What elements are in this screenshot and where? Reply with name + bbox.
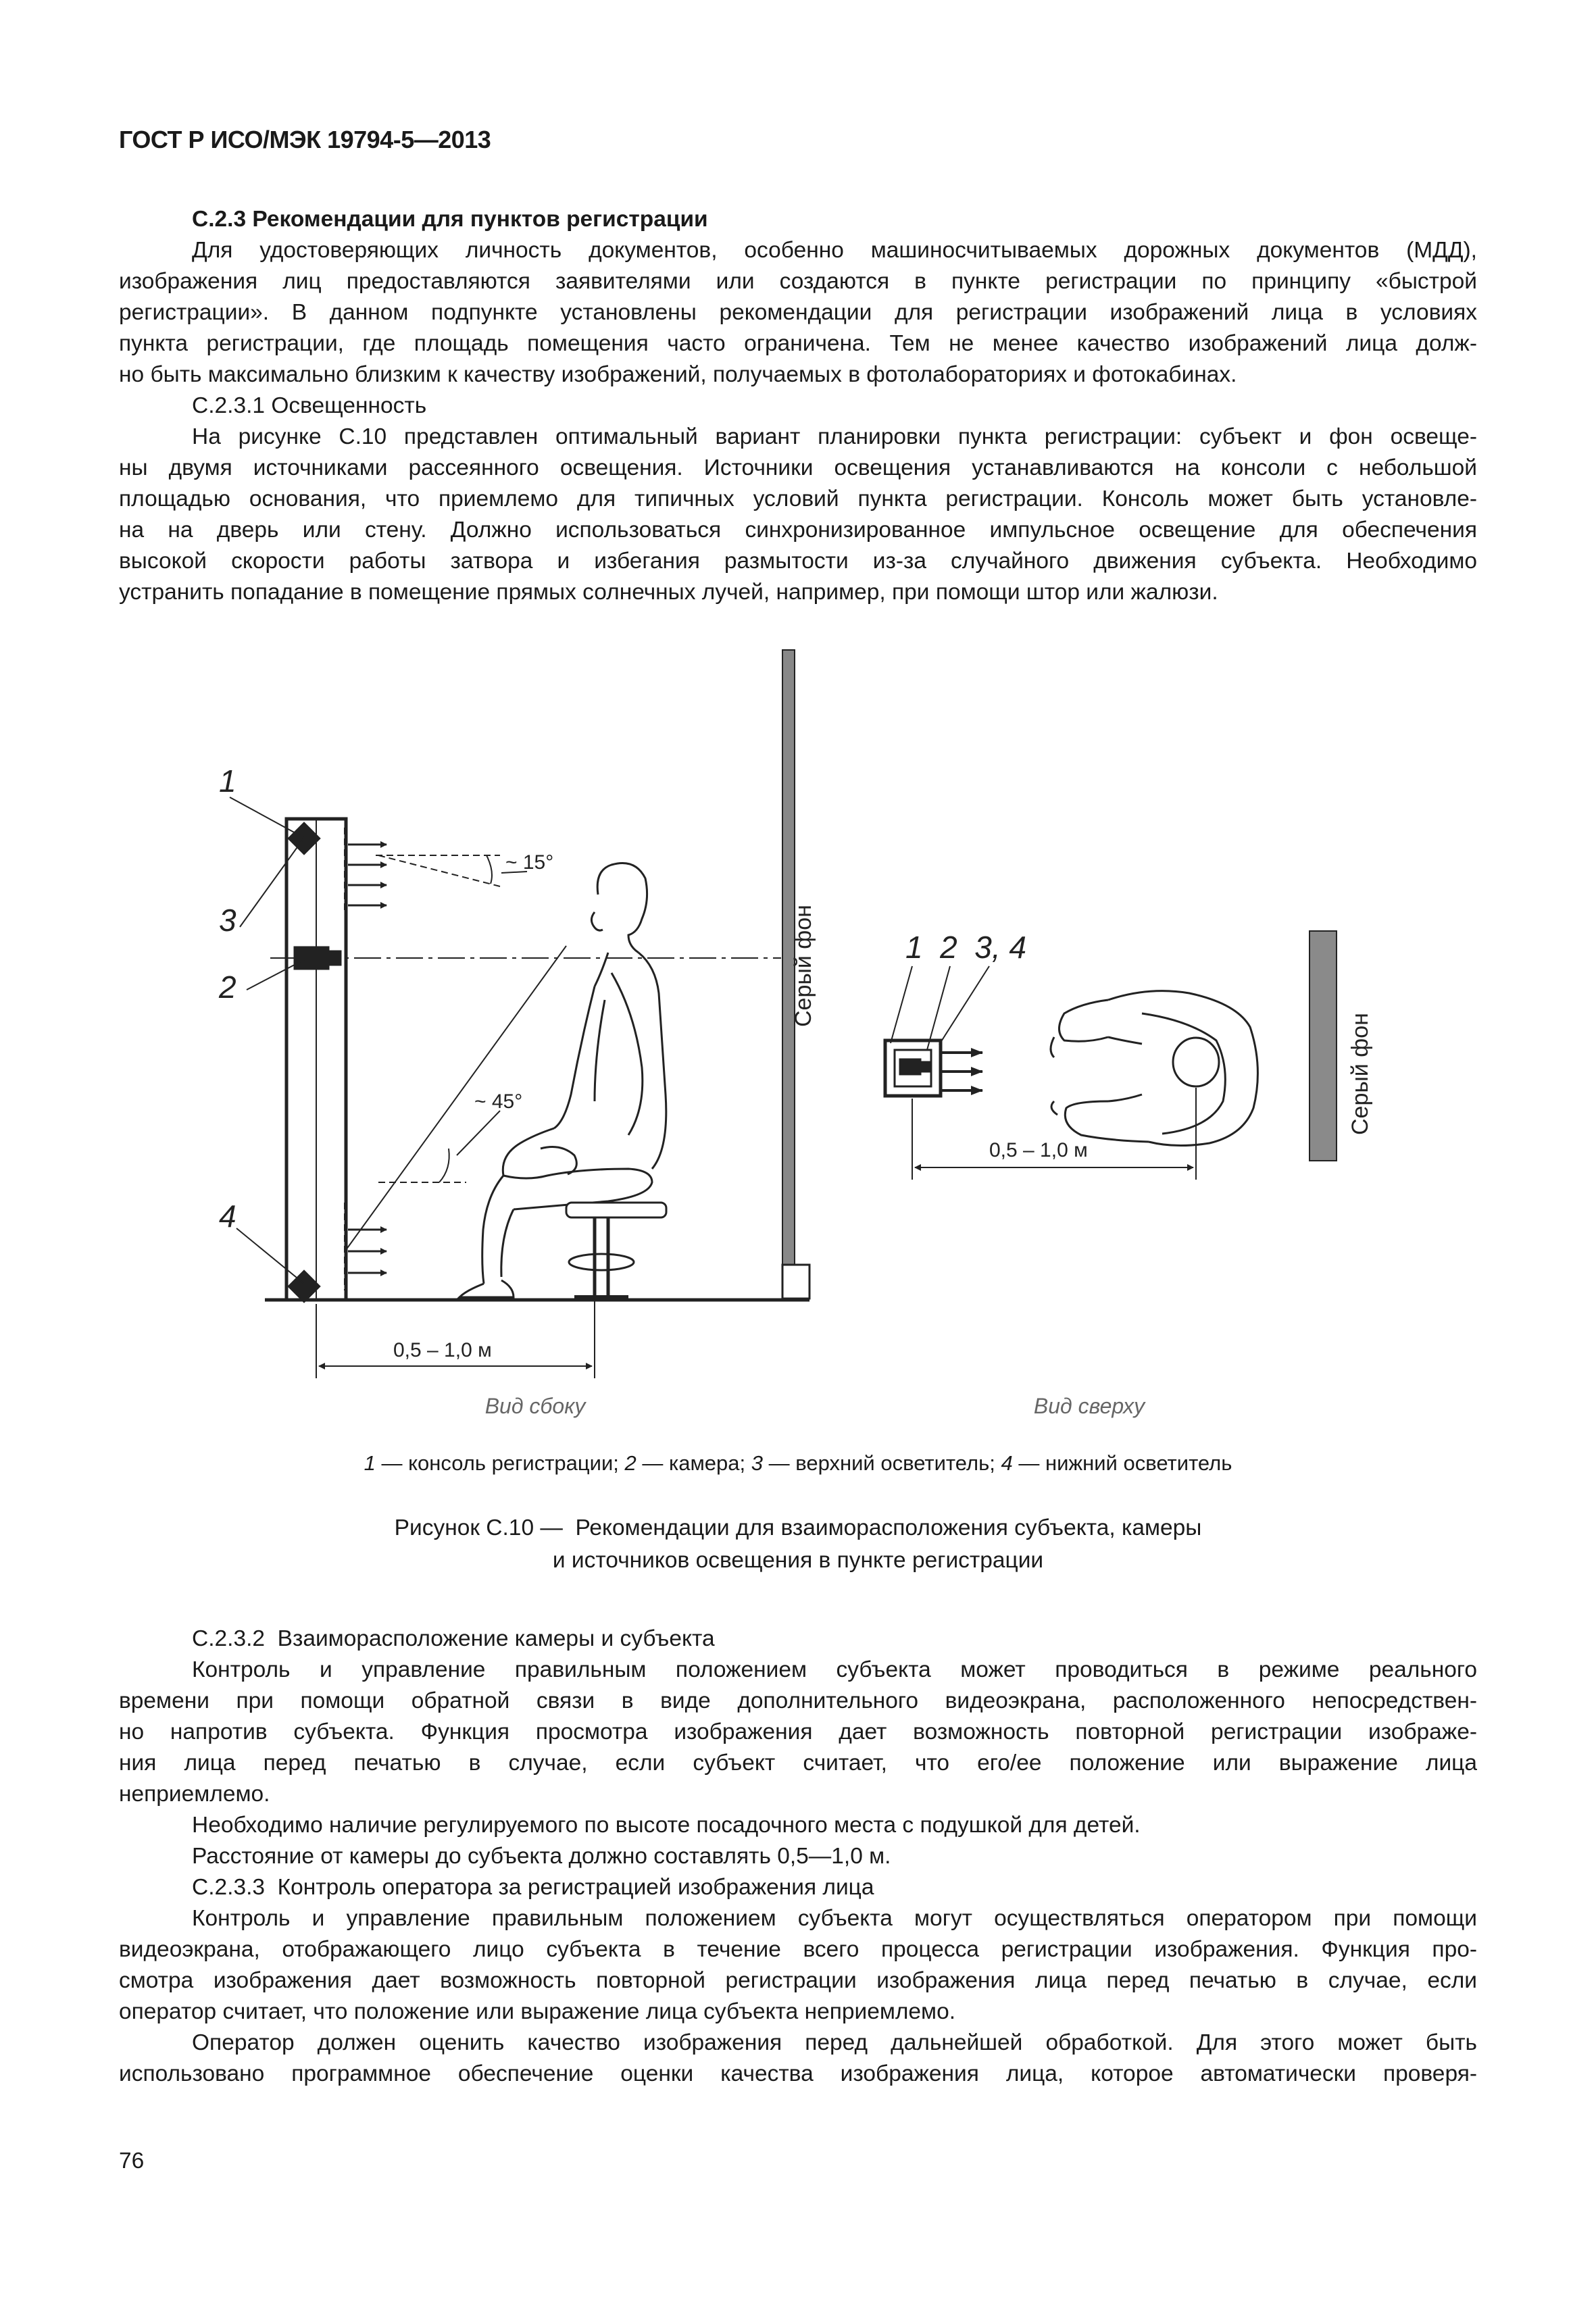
paragraph-line: смотра изображения дает возможность повторной регистрации изображения лица перед печатью в случае, если — [119, 1968, 1477, 1993]
callout-3: 3 — [219, 903, 236, 938]
paragraph-line: устранить попадание в помещение прямых солнечных лучей, например, при помощи штор или жалюзи. — [119, 580, 1218, 605]
paragraph-line: пункта регистрации, где площадь помещения часто ограничена. Тем не менее качество изображений лица долж- — [119, 331, 1477, 356]
top-callouts: 1 2 3, 4 — [905, 930, 1027, 965]
paragraph-line: Расстояние от камеры до субъекта должно составлять 0,5—1,0 м. — [192, 1844, 891, 1869]
paragraph-line: Контроль и управление правильным положением субъекта может проводиться в режиме реального — [192, 1657, 1477, 1682]
paragraph-line: Необходимо наличие регулируемого по высоте посадочного места с подушкой для детей. — [192, 1813, 1141, 1838]
paragraph-line: Контроль и управление правильным положением субъекта могут осуществляться оператором при помощи — [192, 1906, 1477, 1931]
top-distance-label: 0,5 – 1,0 м — [989, 1139, 1088, 1161]
top-background-wall — [1310, 931, 1337, 1161]
legend-text-1: — консоль регистрации; — [375, 1451, 625, 1475]
paragraph-line: высокой скорости работы затвора и избегания размытости из-за случайного движения субъекта. Необходимо — [119, 549, 1477, 574]
side-view-label: Вид сбоку — [484, 1394, 586, 1418]
angle-arc-45 — [439, 1149, 449, 1182]
paragraph-line: Оператор должен оценить качество изображения перед дальнейшей обработкой. Для этого может быть — [192, 2030, 1477, 2055]
section-c-2-3 — [119, 204, 1477, 608]
legend-text-3: — верхний осветитель; — [763, 1451, 1001, 1475]
subsection-heading: С.2.3.3 Контроль оператора за регистрацией изображения лица — [192, 1875, 874, 1900]
legend-text-2: — камера; — [636, 1451, 751, 1475]
side-background-label: Серый фон — [791, 905, 816, 1027]
top-camera — [900, 1059, 920, 1074]
paragraph-line: регистрации». В данном подпункте установлены рекомендации для регистрации изображений лица в условиях — [119, 300, 1477, 325]
legend-num-1: 1 — [364, 1451, 376, 1475]
paragraph-line: но быть максимально близким к качеству изображений, получаемых в фотолабораториях и фотокабинах. — [119, 362, 1237, 387]
callout-1: 1 — [219, 763, 236, 799]
top-view — [885, 931, 1337, 1180]
top-camera-lens — [920, 1062, 930, 1072]
paragraph-line: использовано программное обеспечение оценки качества изображения лица, которое автоматически проверя- — [119, 2061, 1477, 2086]
top-view-label: Вид сверху — [1033, 1394, 1145, 1418]
paragraph-line: времени при помощи обратной связи в виде дополнительного видеоэкрана, расположенного непосредствен- — [119, 1688, 1477, 1713]
standard-header: ГОСТ Р ИСО/МЭК 19794-5—2013 — [119, 126, 491, 153]
wall-base — [782, 1265, 809, 1299]
page-number: 76 — [119, 2148, 145, 2173]
paragraph-line: оператор считает, что положение или выражение лица субъекта неприемлемо. — [119, 1999, 956, 2024]
legend-num-4: 4 — [1001, 1451, 1013, 1475]
angle-ray-15 — [378, 855, 500, 886]
section-c-2-3-2 — [119, 1624, 1477, 2090]
angle-ray-45 — [346, 946, 566, 1250]
angle-label-15: ~ 15° — [505, 851, 554, 874]
legend-num-3: 3 — [751, 1451, 763, 1475]
subsection-heading: С.2.3.2 Взаиморасположение камеры и субъекта — [192, 1626, 715, 1651]
paragraph-line: площадью основания, что приемлемо для типичных условий пункта регистрации. Консоль может быть установле- — [119, 486, 1477, 511]
paragraph-line: Для удостоверяющих личность документов, особенно машиносчитываемых дорожных документов (МДД), — [192, 238, 1477, 263]
subject-top-view — [1051, 991, 1257, 1146]
caption-line-1: Рисунок С.10 — Рекомендации для взаиморасположения субъекта, камеры — [394, 1515, 1202, 1540]
side-distance-label: 0,5 – 1,0 м — [393, 1339, 492, 1361]
angle-leader — [457, 1111, 500, 1155]
figure-legend — [0, 1451, 1596, 1476]
figure-caption — [0, 1512, 1596, 1577]
top-background-label: Серый фон — [1347, 1013, 1373, 1135]
angle-arc-15 — [487, 855, 492, 884]
top-callout-leader — [891, 966, 912, 1043]
paragraph-line: неприемлемо. — [119, 1782, 270, 1807]
paragraph-line: На рисунке С.10 представлен оптимальный вариант планировки пункта регистрации: субъект и фон освеще- — [192, 424, 1477, 449]
side-view — [230, 650, 809, 1378]
paragraph-line: видеоэкрана, отображающего лицо субъекта в течение всего процесса регистрации изображения. Функция про- — [119, 1937, 1477, 1962]
subsection-heading: С.2.3.1 Освещенность — [192, 393, 427, 418]
caption-line-2: и источников освещения в пункте регистрации — [552, 1548, 1044, 1573]
angle-label-45: ~ 45° — [474, 1090, 523, 1113]
section-heading: С.2.3 Рекомендации для пунктов регистрации — [192, 207, 708, 232]
callout-2: 2 — [219, 970, 236, 1005]
stool — [566, 1203, 666, 1297]
seated-subject — [459, 863, 666, 1298]
paragraph-line: на на дверь или стену. Должно использоваться синхронизированное импульсное освещение для обеспечения — [119, 518, 1477, 543]
paragraph-line: но напротив субъекта. Функция просмотра изображения дает возможность повторной регистрации изображе- — [119, 1719, 1477, 1744]
figure-c-10 — [0, 635, 1596, 1493]
registration-layout-diagram — [0, 635, 1596, 1493]
legend-text-4: — нижний осветитель — [1012, 1451, 1232, 1475]
paragraph-line: изображения лиц предоставляются заявителями или создаются в пункте регистрации по принципу «быстрой — [119, 269, 1477, 294]
top-callout-leader — [927, 966, 950, 1050]
callout-4: 4 — [219, 1199, 236, 1234]
legend-num-2: 2 — [624, 1451, 637, 1475]
paragraph-line: ния лица перед печатью в случае, если субъект считает, что его/ее положение или выражение лица — [119, 1751, 1477, 1776]
paragraph-line: ны двумя источниками рассеянного освещения. Источники освещения устанавливаются на консоли с небольшой — [119, 455, 1477, 480]
